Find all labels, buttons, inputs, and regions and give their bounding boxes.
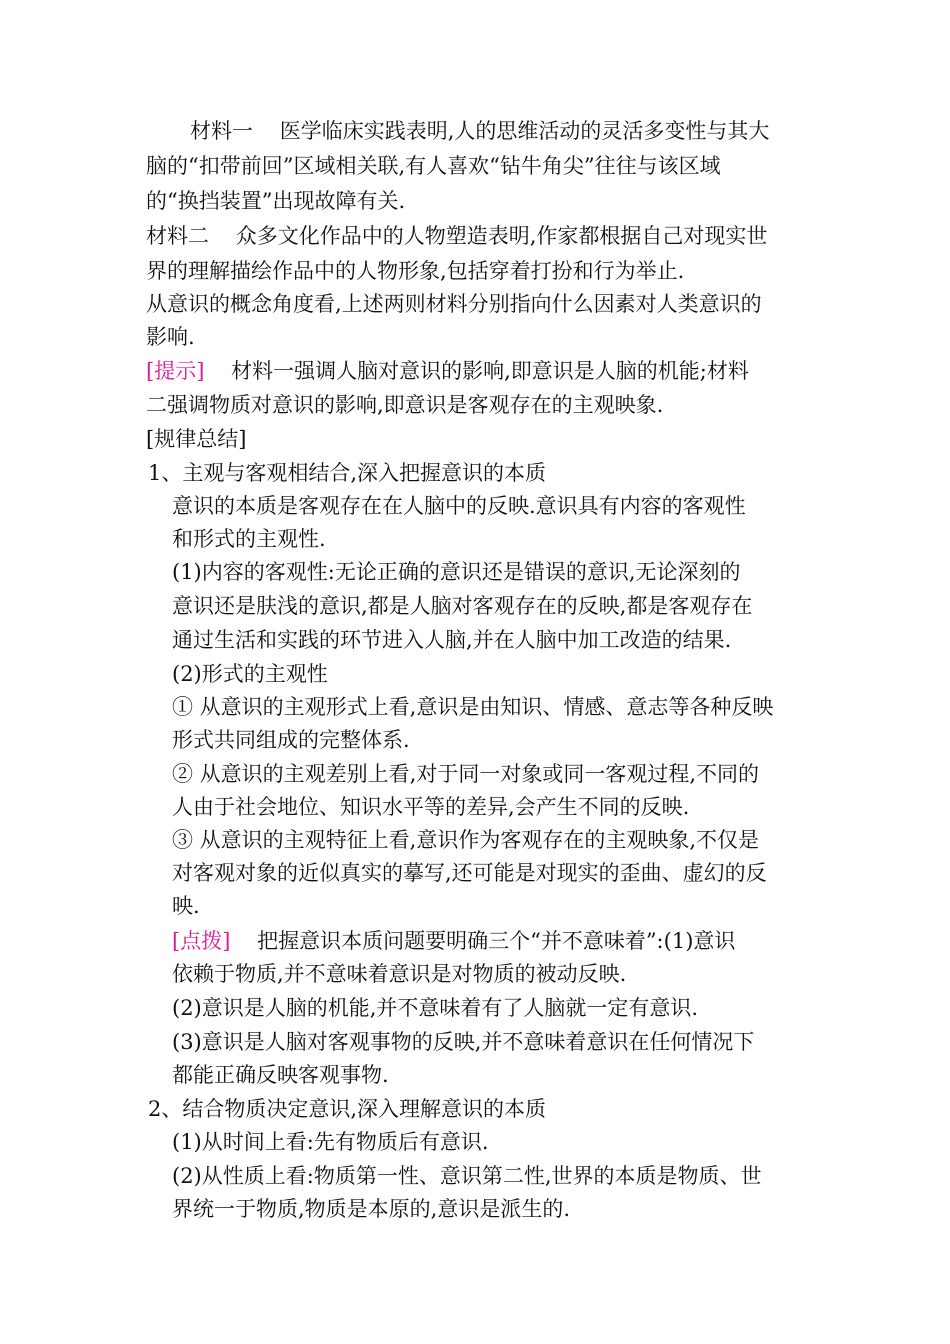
question-line-1: 从意识的概念角度看,上述两则材料分别指向什么因素对人类意识的 (146, 292, 762, 316)
tip-line-4: (3)意识是人脑对客观事物的反映,并不意味着意识在任何情况下 (172, 1030, 755, 1054)
section1-intro-line-1: 意识的本质是客观存在在人脑中的反映.意识具有内容的客观性 (172, 494, 746, 518)
material2-line-1: 材料二 众多文化作品中的人物塑造表明,作家都根据自己对现实世 (146, 224, 768, 248)
section2-p2-line-2: 界统一于物质,物质是本原的,意识是派生的. (172, 1197, 571, 1221)
tip-label: [点拨] (172, 929, 231, 953)
material1-line-2: 脑的“扣带前回”区域相关联,有人喜欢“钻牛角尖”往往与该区域 (146, 154, 721, 178)
material1-line-3: 的“换挡装置”出现故障有关. (146, 189, 406, 213)
tip-line-3: (2)意识是人脑的机能,并不意味着有了人脑就一定有意识. (172, 996, 699, 1020)
hint-label: [提示] (146, 359, 205, 383)
section1-intro-line-2: 和形式的主观性. (172, 527, 326, 551)
section2-title: 2、结合物质决定意识,深入理解意识的本质 (148, 1097, 547, 1121)
tip-line-1 (172, 926, 735, 956)
section1-p1-line-3: 通过生活和实践的环节进入人脑,并在人脑中加工改造的结果. (172, 628, 732, 652)
section1-c1-line-2: 形式共同组成的完整体系. (172, 728, 410, 752)
tip-line-2: 依赖于物质,并不意味着意识是对物质的被动反映. (172, 962, 627, 986)
section2-p2-line-1: (2)从性质上看:物质第一性、意识第二性,世界的本质是物质、世 (172, 1164, 762, 1188)
section1-c3-line-3: 映. (172, 894, 200, 918)
section1-p1-line-2: 意识还是肤浅的意识,都是人脑对客观存在的反映,都是客观存在 (172, 594, 753, 618)
section1-title: 1、主观与客观相结合,深入把握意识的本质 (148, 461, 547, 485)
section1-c2-line-1: ② 从意识的主观差别上看,对于同一对象或同一客观过程,不同的 (172, 762, 760, 786)
tip-line-5: 都能正确反映客观事物. (172, 1063, 389, 1087)
section1-c2-line-2: 人由于社会地位、知识水平等的差异,会产生不同的反映. (172, 795, 690, 819)
tip-text: 把握意识本质问题要明确三个“并不意味着”:(1)意识 (230, 929, 736, 953)
hint-line-1 (146, 356, 749, 386)
section1-p1-line-1: (1)内容的客观性:无论正确的意识还是错误的意识,无论深刻的 (172, 560, 741, 584)
hint-line-2: 二强调物质对意识的影响,即意识是客观存在的主观映象. (146, 393, 664, 417)
question-line-2: 影响. (146, 325, 195, 349)
hint-text: 材料一强调人脑对意识的影响,即意识是人脑的机能;材料 (204, 359, 749, 383)
section1-c3-line-2: 对客观对象的近似真实的摹写,还可能是对现实的歪曲、虚幻的反 (172, 861, 767, 885)
material2-line-2: 界的理解描绘作品中的人物形象,包括穿着打扮和行为举止. (146, 259, 685, 283)
summary-heading: [规律总结] (146, 427, 247, 451)
section1-c3-line-1: ③ 从意识的主观特征上看,意识作为客观存在的主观映象,不仅是 (172, 828, 760, 852)
material1-line-1: 材料一 医学临床实践表明,人的思维活动的灵活多变性与其大 (190, 119, 770, 143)
section1-p2-title: (2)形式的主观性 (172, 662, 328, 686)
section2-p1: (1)从时间上看:先有物质后有意识. (172, 1130, 489, 1154)
section1-c1-line-1: ① 从意识的主观形式上看,意识是由知识、情感、意志等各种反映 (172, 695, 774, 719)
